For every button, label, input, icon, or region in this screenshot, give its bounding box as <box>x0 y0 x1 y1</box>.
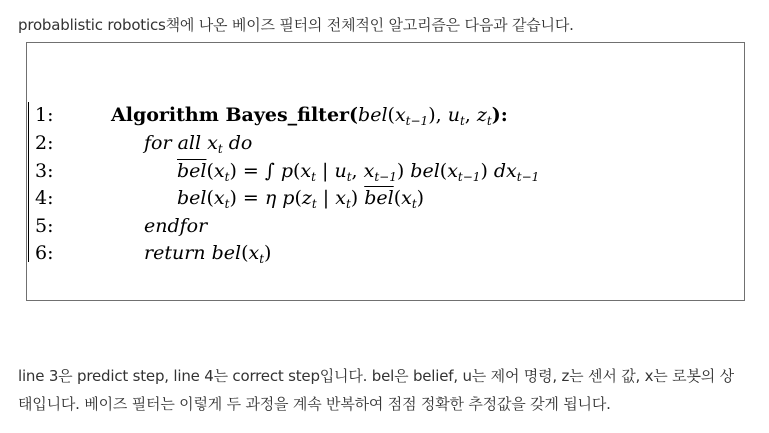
algorithm-signature: Algorithm $Bayes\_filter(bel(x_{t-1})$, $u_t$, $z_t$): <box>111 104 508 128</box>
endfor-keyword: endfor <box>144 215 208 237</box>
intro-text: probablistic robotics책에 나온 베이즈 필터의 전체적인 알고리즘은 다음과 같습니다. <box>18 16 574 34</box>
bayes-filter-algorithm-figure <box>26 42 745 301</box>
explanation-line: line 3은 predict step, line 4는 correct step입니다. bel은 belief, u는 제어 명령, z는 센서 값, x는 로봇의 상 <box>18 367 734 385</box>
line-number: 4: <box>35 187 54 209</box>
algorithm-title: Algorithm Bayes_filter( <box>111 104 359 126</box>
line-number-bar <box>28 102 29 262</box>
explanation-line: 태입니다. 베이즈 필터는 이렇게 두 과정을 계속 반복하여 점점 정확한 추정값을 갖게 됩니다. <box>18 395 611 413</box>
correction-step-equation: $bel(x_t) = \eta$ $p(z_t$ | $x_t$) $\overline{bel}(x_t)$ <box>177 187 425 211</box>
line-number: 2: <box>35 132 54 154</box>
return-statement: return $bel(x_t)$ <box>144 242 272 266</box>
line-number: 6: <box>35 242 54 264</box>
for-loop-header: for all $x_t$ do <box>144 132 253 156</box>
line-number: 1: <box>35 104 54 126</box>
prediction-step-equation: $\overline{bel}(x_t)$ = ∫ $p(x_t$ | $u_t$, $x_{t-1}$) $bel(x_{t-1})$ $dx_{t-1}$ <box>177 160 540 184</box>
line-number: 5: <box>35 215 54 237</box>
explanation-paragraph <box>18 362 753 418</box>
line-number: 3: <box>35 160 54 182</box>
